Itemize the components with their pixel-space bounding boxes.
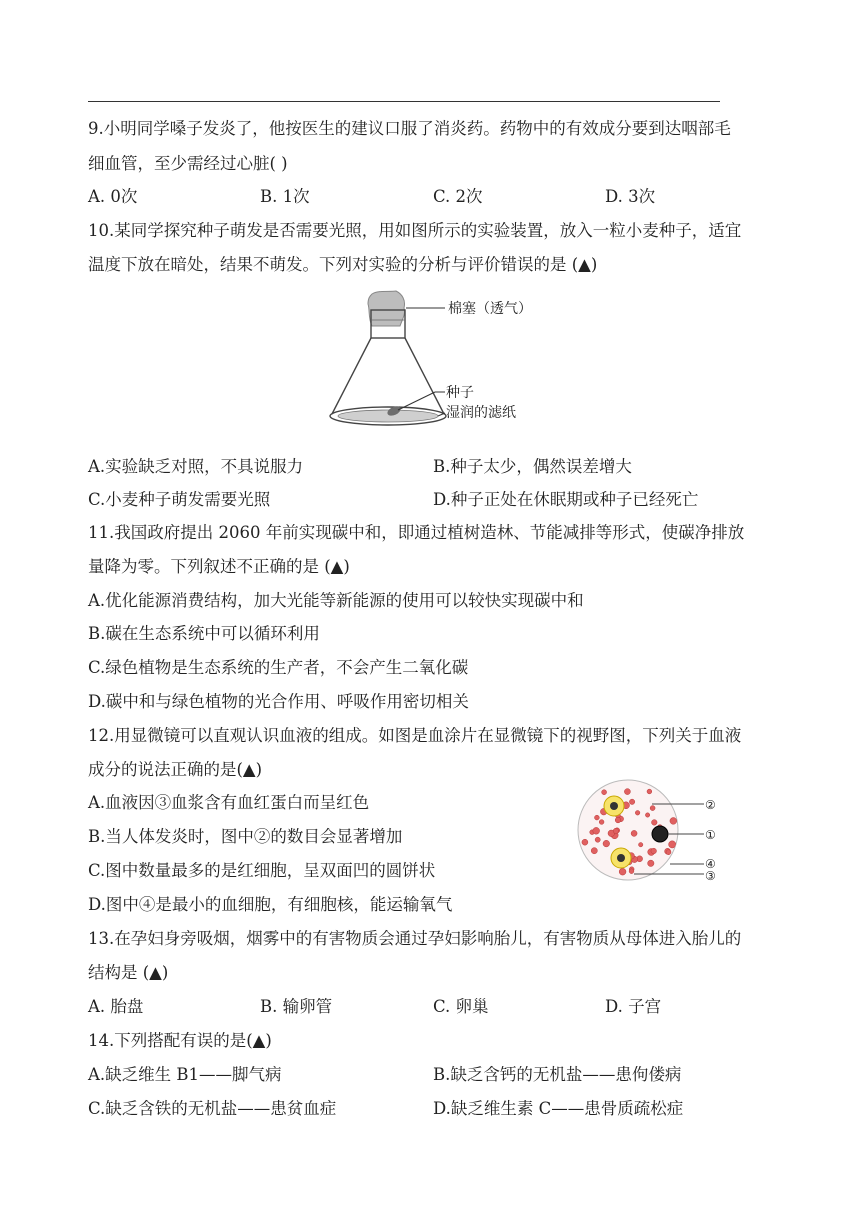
q14-option-a: A.缺乏维生 B1——脚气病: [88, 1065, 282, 1084]
red-blood-cell: [595, 837, 600, 842]
cotton-plug: [368, 291, 405, 326]
q9-option-c: C. 2次: [433, 187, 483, 206]
red-blood-cell: [647, 789, 652, 794]
label-2: ②: [705, 798, 716, 812]
red-blood-cell: [602, 790, 607, 795]
red-blood-cell: [631, 830, 637, 836]
q10-option-d: D.种子正处在休眠期或种子已经死亡: [433, 490, 699, 509]
q12-stem-line2: 成分的说法正确的是(▲): [88, 760, 263, 779]
red-blood-cell: [599, 820, 604, 825]
q9-option-d: D. 3次: [605, 187, 656, 206]
label-seed: 种子: [446, 385, 474, 401]
q11-option-a: A.优化能源消费结构，加大光能等新能源的使用可以较快实现碳中和: [88, 591, 584, 610]
q12-stem-line1: 12.用显微镜可以直观认识血液的组成。如图是血涂片在显微镜下的视野图，下列关于血液: [88, 726, 742, 745]
flask-side-right: [405, 338, 444, 414]
q9-stem-line1: 9.小明同学嗓子发炎了，他按医生的建议口服了消炎药。药物中的有效成分要到达咽部毛: [88, 119, 731, 138]
red-blood-cell: [582, 839, 588, 845]
red-blood-cell: [615, 817, 621, 823]
flask-side-left: [332, 338, 371, 414]
label-cotton-plug: 棉塞（透气）: [448, 301, 532, 317]
red-blood-cell: [666, 850, 671, 855]
header-rule: [88, 101, 720, 102]
red-blood-cell: [645, 813, 649, 817]
red-blood-cell: [639, 843, 643, 847]
label-wet-filter-paper: 湿润的滤纸: [446, 405, 516, 421]
q13-option-b: B. 输卵管: [260, 997, 333, 1016]
q9-option-b: B. 1次: [260, 187, 310, 206]
red-blood-cell: [650, 806, 655, 811]
red-blood-cell: [669, 841, 676, 848]
q14-option-b: B.缺乏含钙的无机盐——患佝偻病: [433, 1065, 682, 1084]
q12-option-b: B.当人体发炎时，图中②的数目会显著增加: [88, 827, 403, 846]
q13-option-a: A. 胎盘: [88, 997, 144, 1016]
q14-option-c: C.缺乏含铁的无机盐——患贫血症: [88, 1099, 337, 1118]
q11-option-c: C.绿色植物是生态系统的生产者，不会产生二氧化碳: [88, 658, 469, 677]
dark-cell: [652, 826, 668, 842]
red-blood-cell: [603, 840, 610, 847]
label-3: ③: [705, 869, 716, 882]
red-blood-cell: [635, 811, 640, 816]
red-blood-cell: [613, 828, 618, 833]
red-blood-cell: [629, 869, 634, 874]
seed-germination-apparatus-figure: [320, 286, 560, 442]
red-blood-cell: [624, 789, 630, 795]
red-blood-cell: [619, 868, 626, 875]
label-4: ④: [705, 857, 716, 871]
blood-smear-figure: [574, 776, 734, 882]
q9-stem-line2: 细血管，至少需经过心脏( ): [88, 154, 288, 173]
red-blood-cell: [593, 827, 600, 834]
red-blood-cell: [629, 799, 634, 804]
q13-stem-line2: 结构是 (▲): [88, 963, 169, 982]
q11-stem-line2: 量降为零。下列叙述不正确的是 (▲): [88, 557, 350, 576]
q14-option-d: D.缺乏维生素 C——患骨质疏松症: [433, 1099, 684, 1118]
label-1: ①: [705, 828, 716, 842]
q12-option-c: C.图中数量最多的是红细胞，呈双面凹的圆饼状: [88, 861, 436, 880]
red-blood-cell: [595, 815, 600, 820]
red-blood-cell: [670, 818, 677, 825]
q10-stem-line1: 10.某同学探究种子萌发是否需要光照，用如图所示的实验装置，放入一粒小麦种子，适宜: [88, 221, 742, 240]
q10-option-b: B.种子太少，偶然误差增大: [433, 457, 632, 476]
q9-option-a: A. 0次: [88, 187, 138, 206]
q12-option-a: A.血液因③血浆含有血红蛋白而呈红色: [88, 793, 370, 812]
q10-option-c: C.小麦种子萌发需要光照: [88, 490, 271, 509]
q11-option-d: D.碳中和与绿色植物的光合作用、呼吸作用密切相关: [88, 692, 469, 711]
q13-option-c: C. 卵巢: [433, 997, 489, 1016]
red-blood-cell: [651, 848, 657, 854]
q10-option-a: A.实验缺乏对照，不具说服力: [88, 457, 304, 476]
q13-option-d: D. 子宫: [605, 997, 662, 1016]
q10-stem-line2: 温度下放在暗处，结果不萌发。下列对实验的分析与评价错误的是 (▲): [88, 255, 598, 274]
q11-stem-line1: 11.我国政府提出 2060 年前实现碳中和，即通过植树造林、节能减排等形式，使碳净排放: [88, 523, 745, 542]
q14-stem: 14.下列搭配有误的是(▲): [88, 1031, 272, 1050]
q11-option-b: B.碳在生态系统中可以循环利用: [88, 624, 320, 643]
red-blood-cell: [591, 848, 597, 854]
red-blood-cell: [648, 860, 654, 866]
q12-option-d: D.图中④是最小的血细胞，有细胞核，能运输氧气: [88, 895, 453, 914]
red-blood-cell: [652, 820, 658, 826]
q13-stem-line1: 13.在孕妇身旁吸烟，烟雾中的有害物质会通过孕妇影响胎儿，有害物质从母体进入胎儿的: [88, 929, 742, 948]
